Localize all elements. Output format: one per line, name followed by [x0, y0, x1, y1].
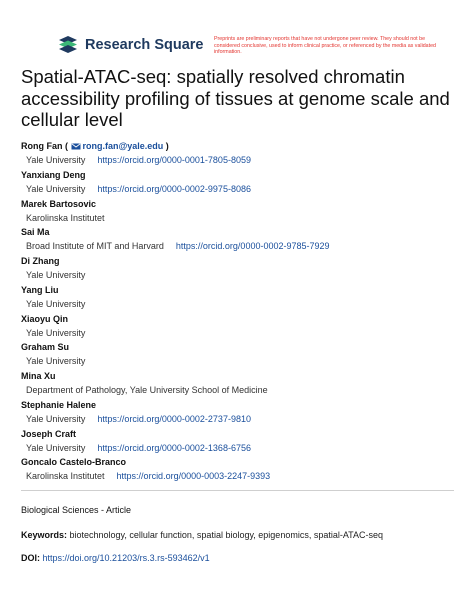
author-name: Graham Su: [21, 342, 70, 353]
author-name: Xiaoyu Qin: [21, 313, 69, 324]
author-affiliation: Yale University: [26, 270, 86, 280]
author-affiliation: Yale University: [26, 356, 86, 367]
section-divider: [21, 490, 454, 491]
author-name: Stephanie Halene: [21, 399, 97, 410]
author-affiliation: Department of Pathology, Yale University School of Medicine: [26, 385, 268, 395]
author-entry: [21, 255, 461, 284]
keywords-label: Keywords:: [21, 530, 68, 540]
orcid-link[interactable]: https://orcid.org/0000-0002-1368-6756: [97, 442, 251, 453]
research-square-logo-icon: [57, 36, 79, 53]
author-affiliation: Yale University: [26, 183, 86, 194]
doi-label: DOI:: [21, 553, 40, 563]
orcid-link[interactable]: https://orcid.org/0000-0003-2247-9393: [116, 471, 271, 482]
doi-link[interactable]: https://doi.org/10.21203/rs.3.rs-593462/v1: [42, 553, 210, 563]
author-entry: [21, 341, 461, 370]
author-name: Yang Liu: [21, 284, 59, 295]
keywords-line: [21, 530, 383, 540]
email-close-paren: ): [163, 141, 169, 151]
author-name: Marek Bartosovic: [21, 198, 97, 209]
author-entry: [21, 140, 461, 169]
author-name: Mina Xu: [21, 371, 56, 381]
author-entry: [21, 456, 461, 485]
brand-name: Research Square: [85, 36, 204, 53]
author-affiliation: Yale University: [26, 155, 86, 165]
author-entry: [21, 399, 461, 428]
author-entry: [21, 370, 461, 399]
envelope-icon: [71, 143, 81, 150]
author-name: Sai Ma: [21, 227, 50, 238]
orcid-link[interactable]: https://orcid.org/0000-0001-7805-8059: [97, 155, 251, 165]
author-affiliation: Yale University: [26, 327, 86, 338]
author-entry: [21, 428, 461, 457]
orcid-link[interactable]: https://orcid.org/0000-0002-9785-7929: [175, 241, 330, 252]
author-name: Goncalo Castelo-Branco: [21, 457, 127, 468]
author-name: Yanxiang Deng: [21, 169, 86, 180]
author-affiliation: Yale University: [26, 442, 86, 453]
author-affiliation: Broad Institute of MIT and Harvard: [26, 241, 164, 252]
article-category: Biological Sciences - Article: [21, 505, 132, 515]
keywords-value: biotechnology, cellular function, spatial biology, epigenomics, spatial-ATAC-seq: [67, 530, 384, 540]
author-entry: [21, 169, 461, 198]
author-name: Di Zhang: [21, 256, 60, 266]
research-square-logo[interactable]: [57, 36, 203, 53]
paper-title: Spatial-ATAC-seq: spatially resolved chromatin accessibility profiling of tissues at genome scale and cellular level: [21, 66, 450, 130]
author-entry: [21, 226, 461, 255]
author-affiliation: Karolinska Institutet: [26, 212, 105, 223]
author-entry: [21, 313, 461, 342]
author-affiliation: Yale University: [26, 298, 86, 309]
author-entry: [21, 198, 461, 227]
page-header: [0, 0, 474, 60]
author-affiliation: Karolinska Institutet: [26, 471, 105, 482]
preprint-disclaimer: Preprints are preliminary reports that have not undergone peer review. They should not be considered conclusive, used to inform clinical practice, or referenced by the media as validated information.: [214, 36, 436, 56]
author-list: [21, 140, 461, 485]
author-name: Rong Fan: [21, 141, 63, 151]
email-open-paren: (: [62, 141, 71, 151]
doi-line: [21, 553, 210, 563]
author-affiliation: Yale University: [26, 413, 86, 424]
orcid-link[interactable]: https://orcid.org/0000-0002-9975-8086: [97, 183, 251, 194]
author-entry: [21, 284, 461, 313]
author-name: Joseph Craft: [21, 428, 77, 439]
author-email-link[interactable]: rong.fan@yale.edu: [82, 141, 164, 151]
orcid-link[interactable]: https://orcid.org/0000-0002-2737-9810: [97, 413, 251, 424]
